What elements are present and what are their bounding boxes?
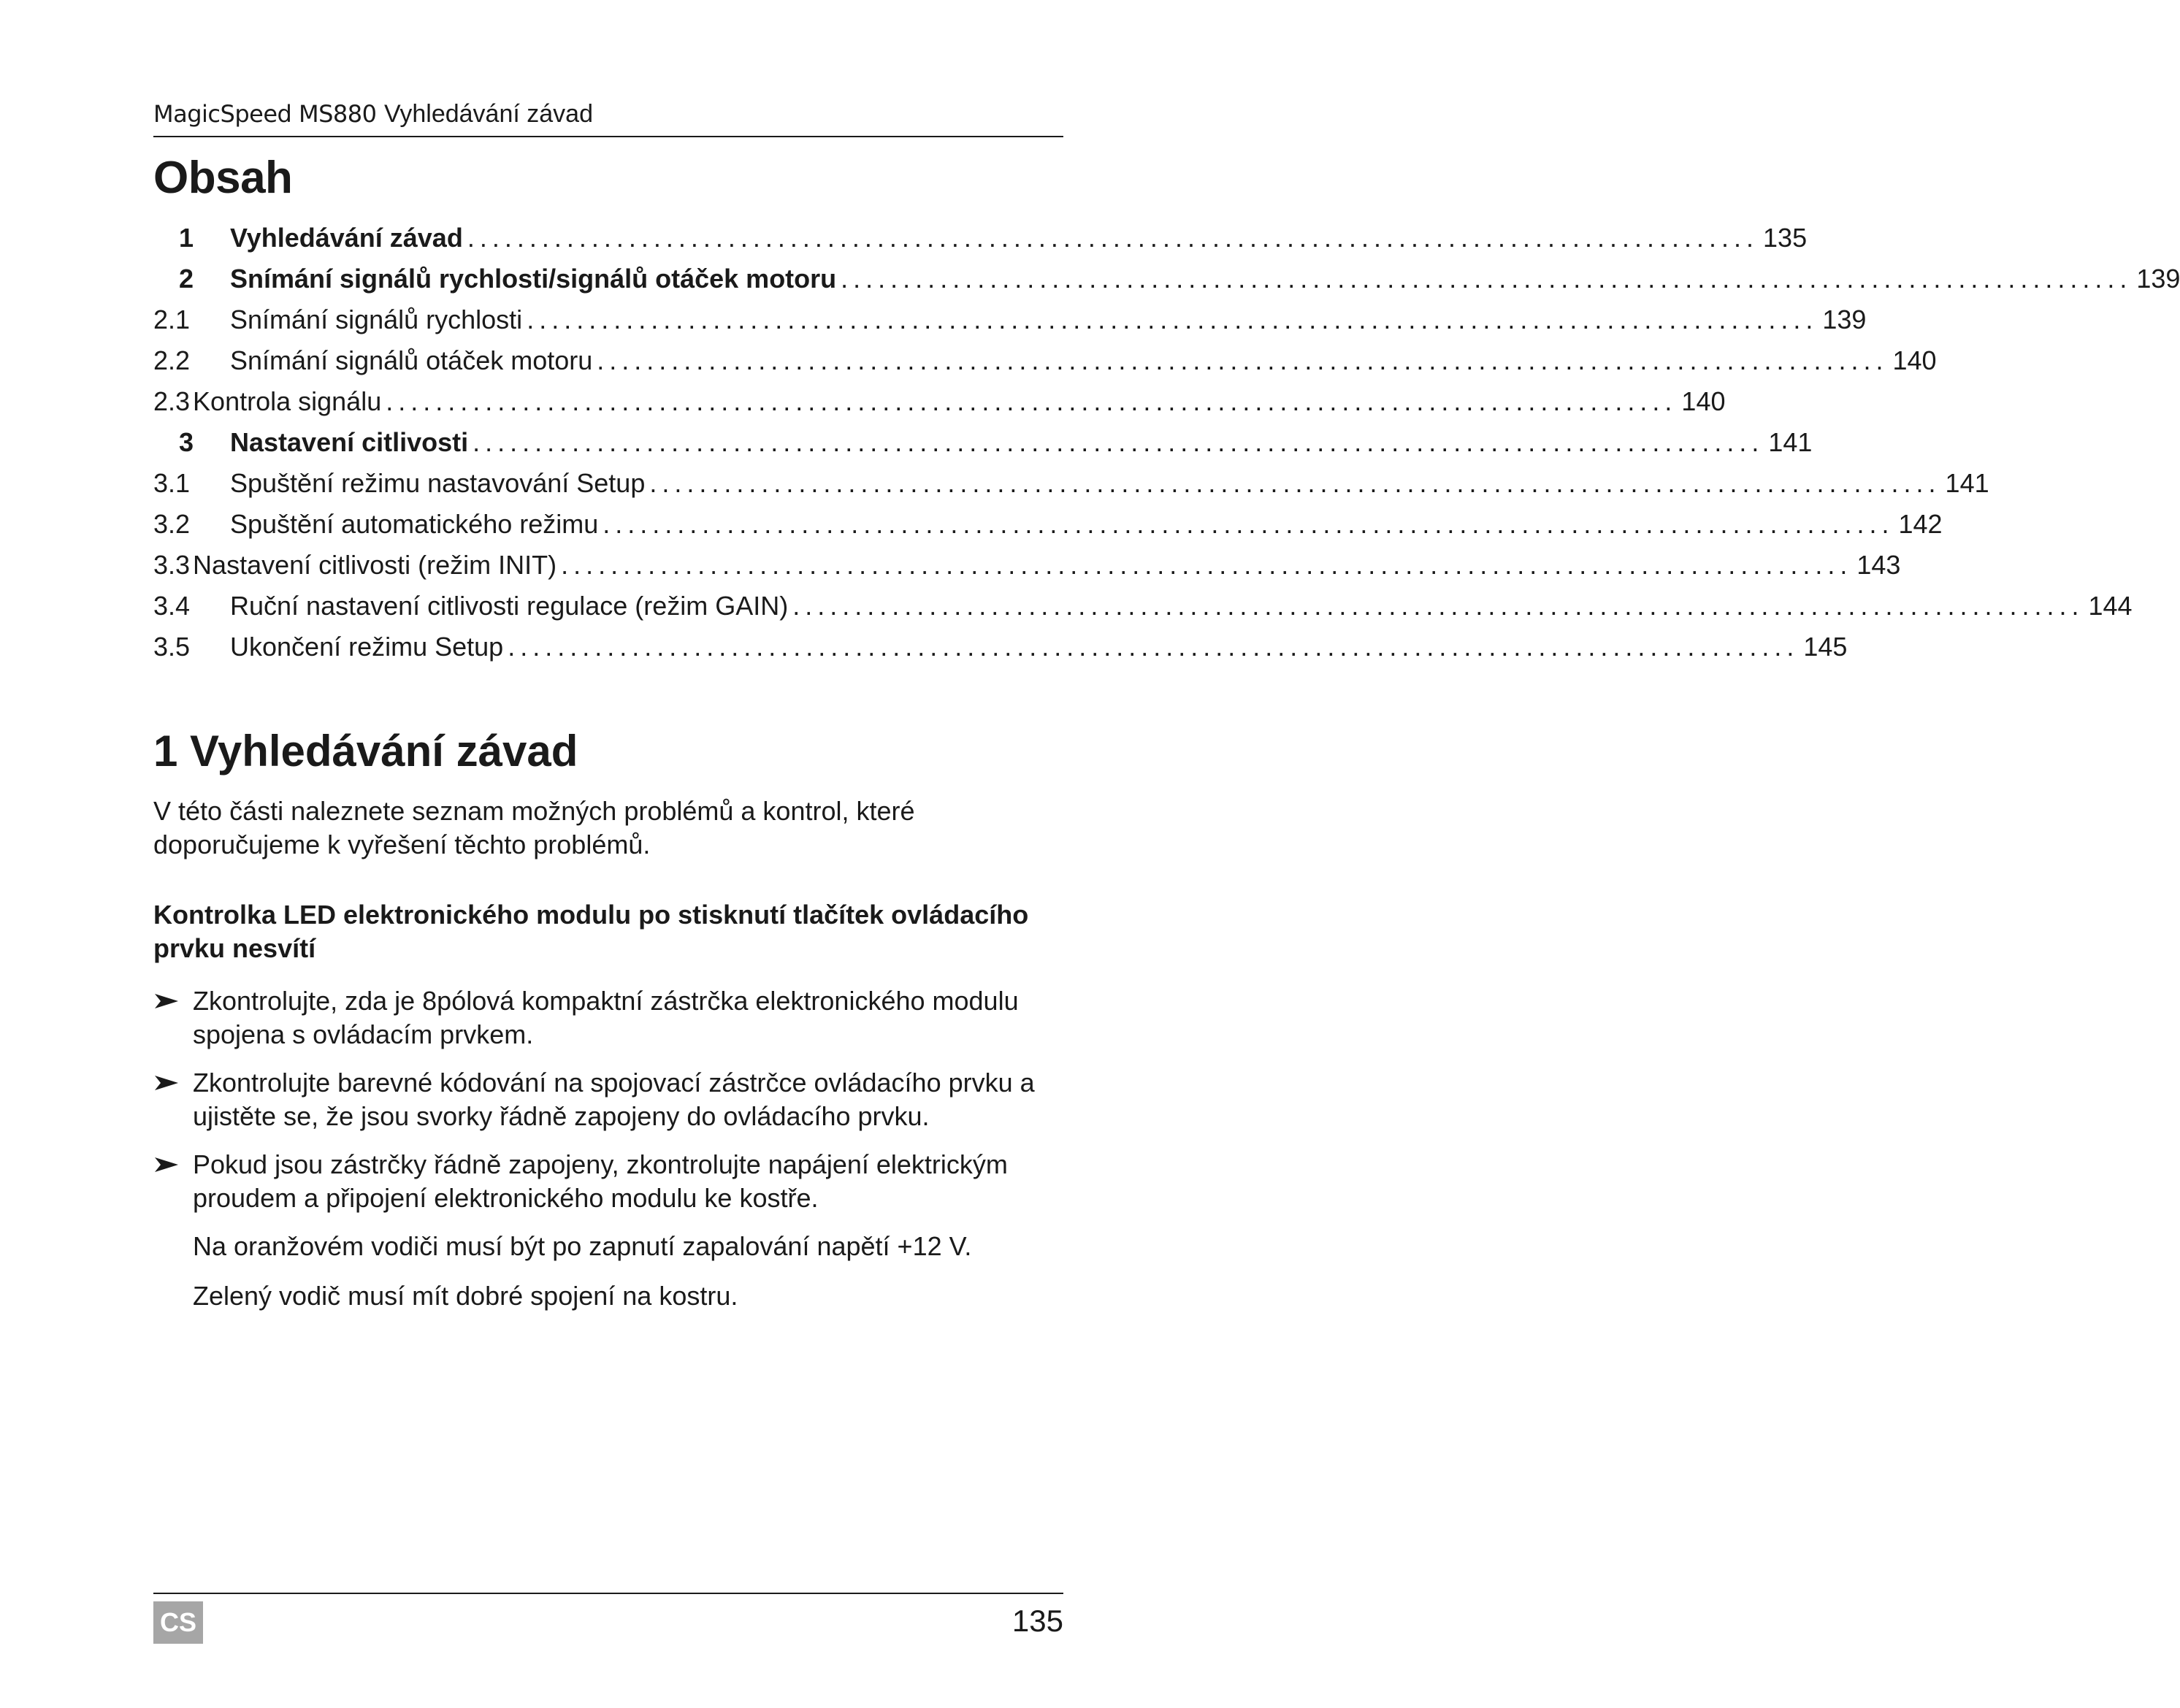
toc-entry-title: Snímání signálů rychlosti/signálů otáček motoru: [230, 264, 837, 294]
toc-entry-number: 2.3: [153, 386, 191, 416]
toc-leader-dots: ........................................................................................................: [473, 427, 1764, 457]
toc-entry[interactable]: [153, 299, 1867, 340]
intro-paragraph: V této části naleznete seznam možných problémů a kontrol, které doporučujeme k vyřešení těchto problémů.: [153, 796, 915, 859]
toc-entry[interactable]: [153, 627, 1848, 667]
toc-entry[interactable]: [153, 586, 2133, 627]
toc-title: Obsah: [153, 153, 293, 203]
toc-entry-number: 2.1: [153, 305, 191, 334]
list-item: [153, 984, 1066, 1052]
table-of-contents: [153, 218, 2180, 667]
toc-entry-page: 135: [1763, 223, 1808, 253]
toc-entry-title: Vyhledávání závad: [230, 223, 463, 253]
arrow-bullet-icon: [153, 1157, 180, 1173]
toc-leader-dots: ........................................................................................................: [527, 305, 1818, 334]
toc-leader-dots: ........................................................................................................: [597, 345, 1889, 375]
toc-entry-page: 145: [1803, 632, 1848, 662]
toc-entry-page: 141: [1945, 468, 1989, 498]
toc-entry-page: 144: [2088, 591, 2133, 621]
check-list: [153, 984, 1066, 1329]
toc-entry[interactable]: [153, 259, 2180, 299]
toc-entry-title: Nastavení citlivosti (režim INIT): [193, 550, 557, 580]
note-text: Na oranžovém vodiči musí být po zapnutí zapalování napětí +12 V.: [193, 1231, 972, 1261]
toc-entry-number: 3.4: [153, 591, 191, 621]
language-badge: CS: [153, 1601, 203, 1644]
toc-entry-title: Spuštění automatického režimu: [230, 509, 599, 539]
toc-entry-page: 139: [2136, 264, 2180, 294]
list-item: [153, 1148, 1066, 1215]
toc-entry[interactable]: [153, 545, 1901, 586]
toc-entry[interactable]: [153, 463, 1989, 504]
header-brand: MagicSpeed MS880: [153, 100, 377, 128]
note-text: Zelený vodič musí mít dobré spojení na kostru.: [193, 1281, 738, 1311]
page-header: [153, 99, 1063, 137]
toc-entry-page: 142: [1898, 509, 1943, 539]
list-item-text: Zkontrolujte barevné kódování na spojovací zástrčce ovládacího prvku a ujistěte se, že jsou svorky řádně zapojeny do ovládacího prvku.: [193, 1068, 1035, 1131]
toc-entry-number: 3.2: [153, 509, 191, 539]
list-item-text: Pokud jsou zástrčky řádně zapojeny, zkontrolujte napájení elektrickým proudem a připojení elektronického modulu ke kostře.: [193, 1149, 1008, 1213]
toc-entry-title: Nastavení citlivosti: [230, 427, 469, 457]
page-number: 135: [1011, 1604, 1063, 1638]
toc-leader-dots: ........................................................................................................: [603, 509, 1894, 539]
arrow-bullet-icon: [153, 993, 180, 1009]
list-item: [153, 1066, 1066, 1133]
toc-leader-dots: ........................................................................................................: [561, 550, 1853, 580]
toc-entry[interactable]: [153, 340, 1937, 381]
toc-entry-number: 2.2: [153, 345, 191, 375]
list-item-text: Zkontrolujte, zda je 8pólová kompaktní zástrčka elektronického modulu spojena s ovládacím prvkem.: [193, 986, 1019, 1049]
toc-entry-title: Kontrola signálu: [193, 386, 382, 416]
toc-entry-number: 2: [178, 264, 194, 294]
toc-entry-number: 3.1: [153, 468, 191, 498]
toc-entry-number: 3.5: [153, 632, 191, 662]
toc-entry-page: 140: [1681, 386, 1726, 416]
section-heading: 1 Vyhledávání závad: [153, 727, 578, 776]
toc-entry-page: 140: [1892, 345, 1937, 375]
toc-entry-title: Ukončení režimu Setup: [230, 632, 504, 662]
footer-divider: [153, 1593, 1063, 1594]
toc-leader-dots: ........................................................................................................: [841, 264, 2133, 294]
toc-entry-page: 139: [1822, 305, 1867, 334]
toc-entry-number: 3.3: [153, 550, 191, 580]
toc-entry[interactable]: [153, 381, 1726, 422]
toc-entry-title: Spuštění režimu nastavování Setup: [230, 468, 646, 498]
toc-leader-dots: ........................................................................................................: [467, 223, 1759, 253]
toc-entry[interactable]: [153, 504, 1943, 545]
toc-entry-page: 143: [1856, 550, 1901, 580]
problem-subheading: Kontrolka LED elektronického modulu po stisknutí tlačítek ovládacího prvku nesvítí: [153, 900, 1029, 963]
toc-leader-dots: ........................................................................................................: [792, 591, 2084, 621]
arrow-bullet-icon: [153, 1075, 180, 1091]
toc-entry-title: Ruční nastavení citlivosti regulace (režim GAIN): [230, 591, 789, 621]
header-section: Vyhledávání závad: [383, 100, 593, 128]
toc-entry-title: Snímání signálů otáček motoru: [230, 345, 593, 375]
toc-entry[interactable]: [153, 218, 1808, 259]
toc-leader-dots: ........................................................................................................: [386, 386, 1678, 416]
toc-entry-page: 141: [1768, 427, 1813, 457]
toc-entry-number: 1: [178, 223, 194, 253]
toc-leader-dots: ........................................................................................................: [649, 468, 1941, 498]
toc-entry[interactable]: [153, 422, 1813, 463]
toc-entry-number: 3: [178, 427, 194, 457]
toc-leader-dots: ........................................................................................................: [508, 632, 1800, 662]
toc-entry-title: Snímání signálů rychlosti: [230, 305, 523, 334]
